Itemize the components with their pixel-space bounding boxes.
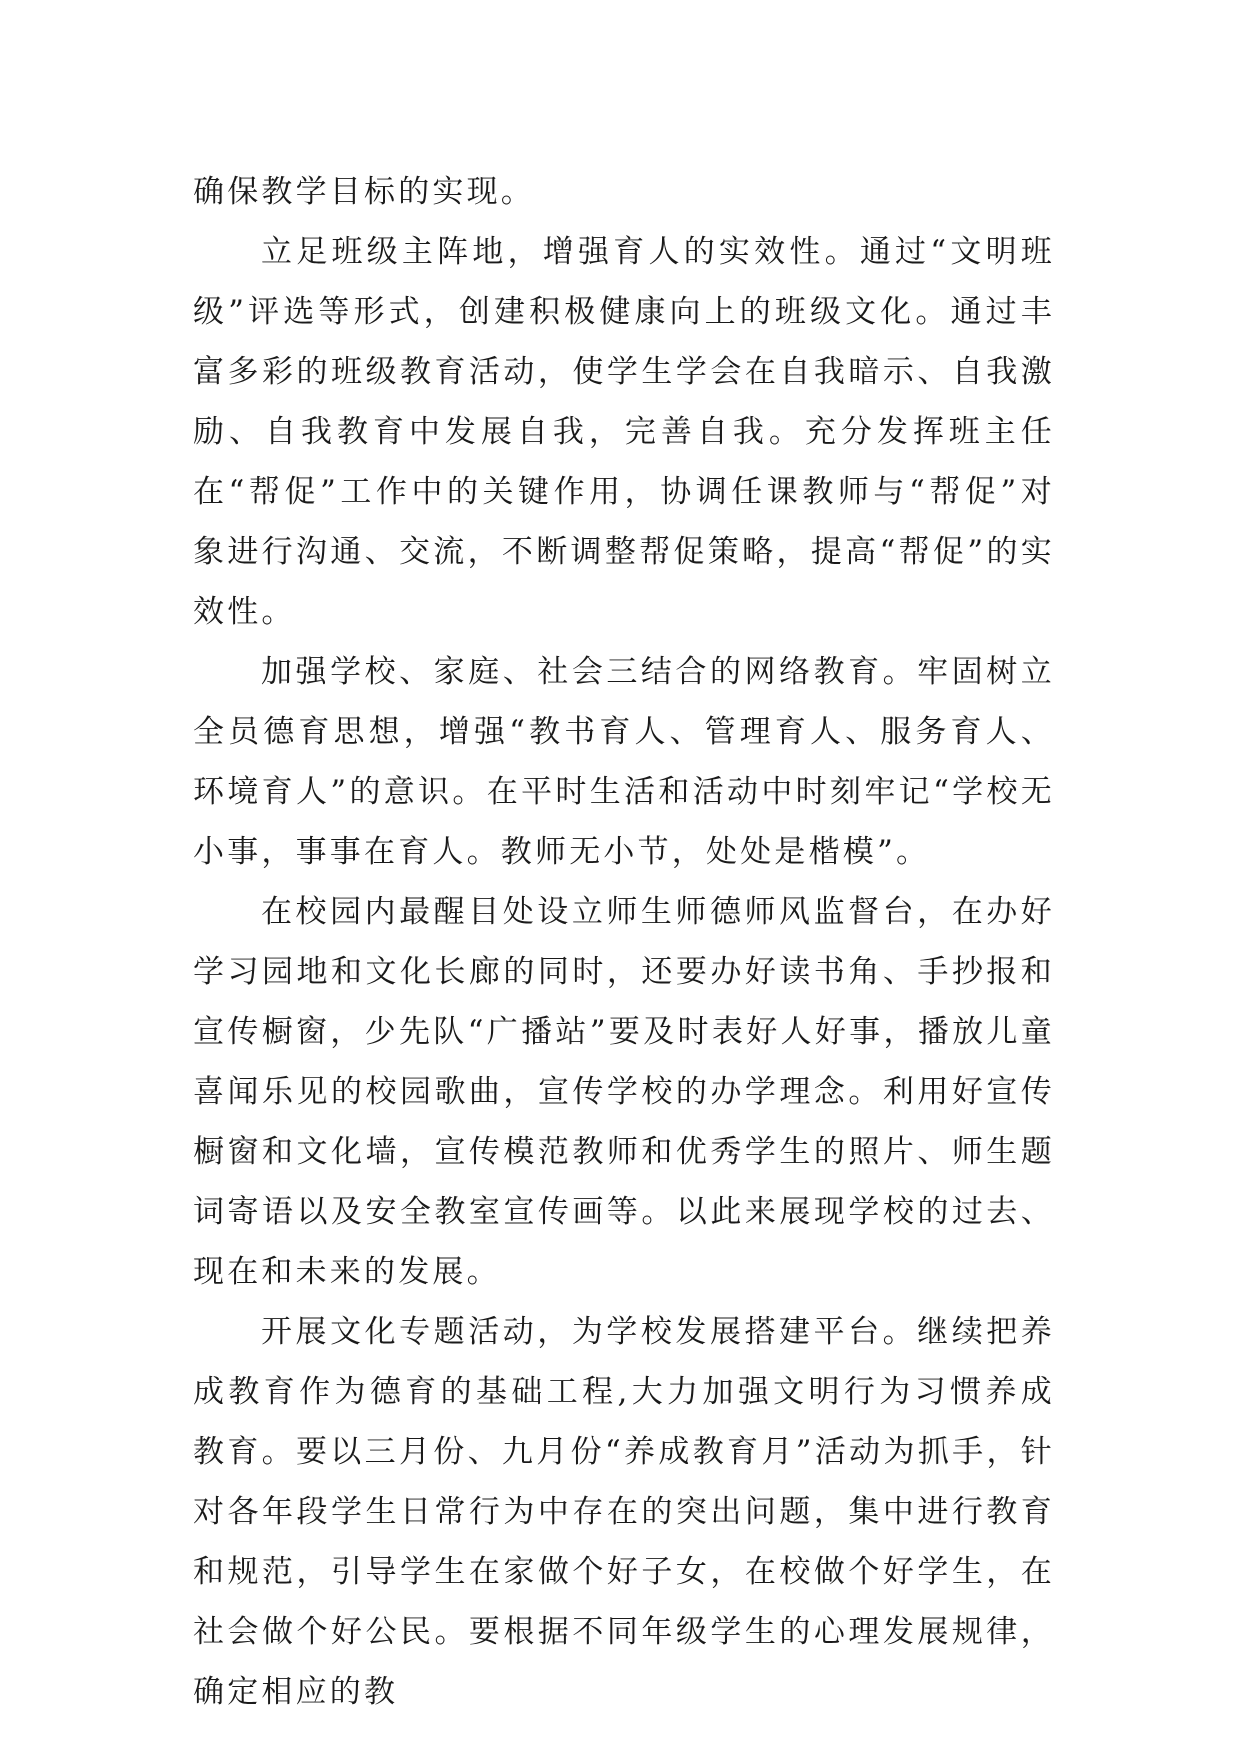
paragraph-2: 立足班级主阵地，增强育人的实效性。通过“文明班级”评选等形式，创建积极健康向上的班级文化。通过丰富多彩的班级教育活动，使学生学会在自我暗示、自我激励、自我教育中发展自我，完善自我。充分发挥班主任在“帮促”工作中的关键作用，协调任课教师与“帮促”对象进行沟通、交流，不断调整帮促策略，提高“帮促”的实效性。 [193, 234, 1055, 630]
paragraph-3: 加强学校、家庭、社会三结合的网络教育。牢固树立全员德育思想，增强“教书育人、管理育人、服务育人、环境育人”的意识。在平时生活和活动中时刻牢记“学校无小事，事事在育人。教师无小节，处处是楷模”。 [193, 654, 1055, 870]
paragraph-4: 在校园内最醒目处设立师生师德师风监督台，在办好学习园地和文化长廊的同时，还要办好读书角、手抄报和宣传橱窗，少先队“广播站”要及时表好人好事，播放儿童喜闻乐见的校园歌曲，宣传学校的办学理念。利用好宣传橱窗和文化墙，宣传模范教师和优秀学生的照片、师生题词寄语以及安全教室宣传画等。以此来展现学校的过去、现在和未来的发展。 [193, 894, 1055, 1290]
paragraph-1: 确保教学目标的实现。 [193, 174, 535, 210]
document-body [193, 162, 1055, 1722]
paragraph-5: 开展文化专题活动，为学校发展搭建平台。继续把养成教育作为德育的基础工程,大力加强文明行为习惯养成教育。要以三月份、九月份“养成教育月”活动为抓手，针对各年段学生日常行为中存在的突出问题，集中进行教育和规范，引导学生在家做个好子女，在校做个好学生，在社会做个好公民。要根据不同年级学生的心理发展规律，确定相应的教 [193, 1314, 1055, 1710]
